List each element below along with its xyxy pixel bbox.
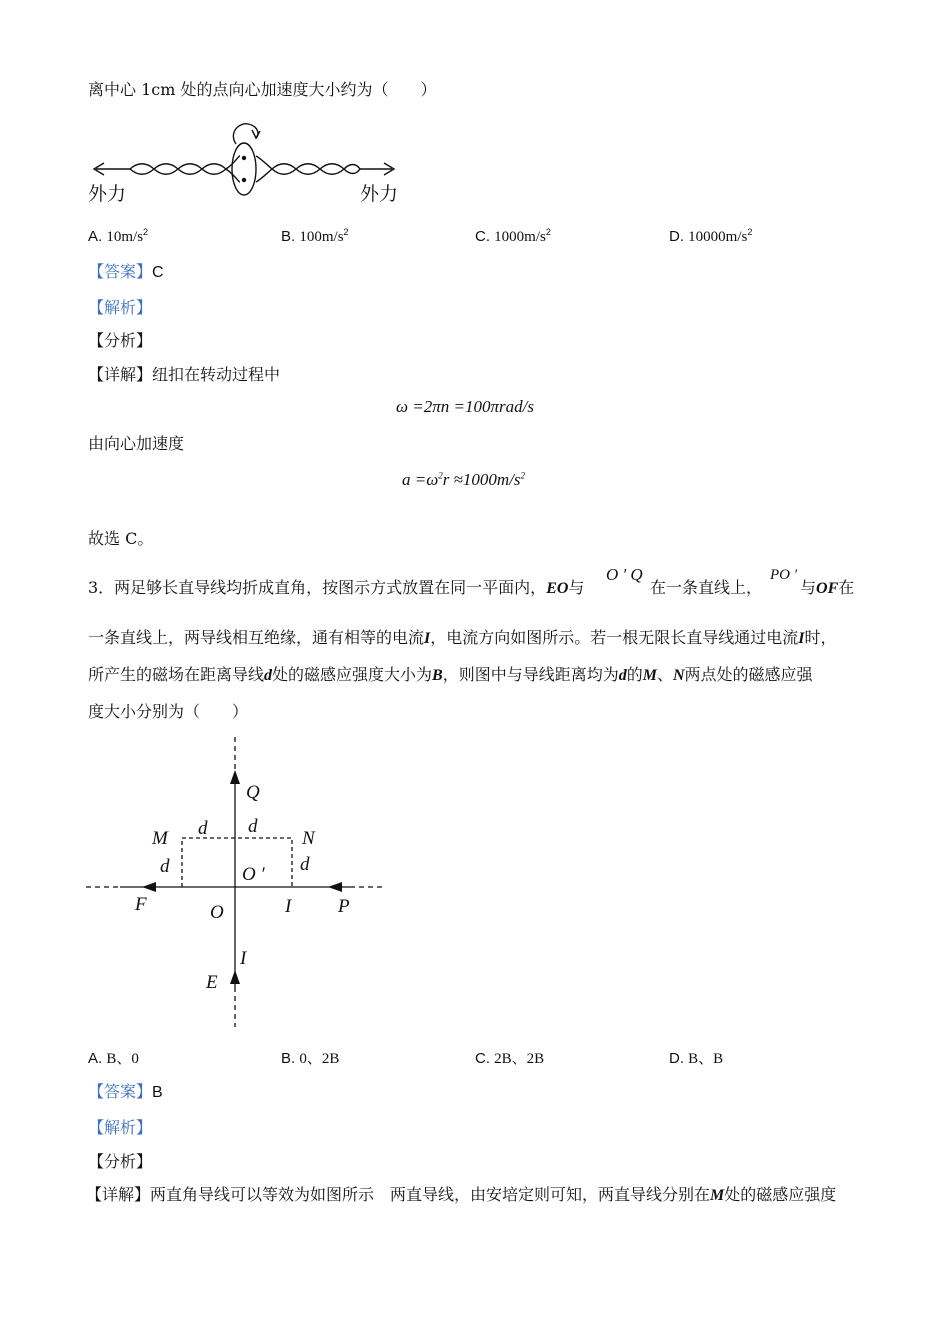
left-force-label: 外力 xyxy=(88,184,127,205)
q3-answer: 【答案】B xyxy=(88,1082,163,1101)
label-d-top-left: d xyxy=(198,818,208,839)
label-i-bottom: I xyxy=(240,948,247,969)
q2-answer: 【答案】C xyxy=(88,262,164,281)
label-d-right: d xyxy=(300,854,310,875)
q2-equation-omega: ω =2πn =100πrad/s xyxy=(396,397,534,416)
label-d-left: d xyxy=(160,856,170,877)
q3-detail: 【详解】两直角导线可以等效为如图所示 两直导线，由安培定则可知，两直导线分别在M处的磁感应强度 xyxy=(86,1185,837,1204)
right-force-label: 外力 xyxy=(360,184,399,205)
q2-option-a: A. $10m/s^2$ xyxy=(88,227,149,245)
arrow-left-p xyxy=(328,882,342,892)
q3-wire-figure xyxy=(80,732,390,1032)
q2-option-d: D. $10000m/s^2$ xyxy=(669,227,753,245)
mn-dashed-box xyxy=(182,838,292,887)
q3-po-label: PO ' xyxy=(770,567,797,583)
label-d-top-right: d xyxy=(248,816,258,837)
q3-option-d: D. B、B xyxy=(669,1050,724,1067)
label-f: F xyxy=(135,894,147,915)
q3-fenxi-tag: 【分析】 xyxy=(88,1152,153,1171)
q3-option-a: A. B、0 xyxy=(88,1050,139,1067)
q3-stem-line3: 所产生的磁场在距离导线d处的磁感应强度大小为B，则图中与导线距离均为d的M、N两点处的磁感应强 xyxy=(88,665,813,684)
right-string-a xyxy=(256,156,360,174)
q3-analysis-tag: 【解析】 xyxy=(88,1118,153,1137)
label-p: P xyxy=(338,896,350,917)
q3-stem-line2: 一条直线上，两导线相互绝缘，通有相等的电流I，电流方向如图所示。若一根无限长直导线通过电流I时， xyxy=(88,628,837,647)
button-ellipse xyxy=(232,143,256,195)
q3-stem-line1-mid: 在一条直线上， xyxy=(650,578,763,597)
button-rotation-figure xyxy=(88,118,408,210)
q2-analysis-tag: 【解析】 xyxy=(88,298,153,317)
label-o-prime: O ′ xyxy=(242,864,265,885)
label-m: M xyxy=(152,828,168,849)
q2-equation-accel: $a =\omega^2r \approx 1000m/s^2$ xyxy=(402,470,526,489)
q2-fenxi-tag: 【分析】 xyxy=(88,331,153,350)
label-i-right: I xyxy=(285,896,292,917)
arrow-up-bottom xyxy=(230,970,240,984)
q3-stem-line4: 度大小分别为（ ） xyxy=(88,702,249,721)
label-e: E xyxy=(206,972,218,993)
label-q: Q xyxy=(246,782,260,803)
q3-option-b: B. 0、2B xyxy=(281,1050,340,1067)
left-string-b xyxy=(130,164,240,182)
q3-stem-line1: 3．两足够长直导线均折成直角，按图示方式放置在同一平面内，EO与 xyxy=(88,578,585,597)
q2-line2: 由向心加速度 xyxy=(88,434,185,453)
right-string-b xyxy=(256,164,360,182)
left-string-a xyxy=(130,156,240,174)
q2-stem-tail: 离中心 1cm 处的点向心加速度大小约为（ ） xyxy=(88,80,437,99)
q3-option-c: C. 2B、2B xyxy=(475,1050,545,1067)
q3-stem-line1-end: 与OF在 xyxy=(800,578,855,597)
q3-oq-label: O ' Q xyxy=(606,565,643,584)
q2-conclusion: 故选 C。 xyxy=(88,529,154,548)
q2-option-c: C. $1000m/s^2$ xyxy=(475,227,551,245)
q2-option-b: B. $100m/s^2$ xyxy=(281,227,349,245)
arrow-left-f xyxy=(142,882,156,892)
rotation-arrow-head xyxy=(252,130,260,138)
label-n: N xyxy=(302,828,315,849)
label-o: O xyxy=(210,902,224,923)
arrow-up-top xyxy=(230,770,240,784)
q2-detail: 【详解】纽扣在转动过程中 xyxy=(88,365,281,384)
